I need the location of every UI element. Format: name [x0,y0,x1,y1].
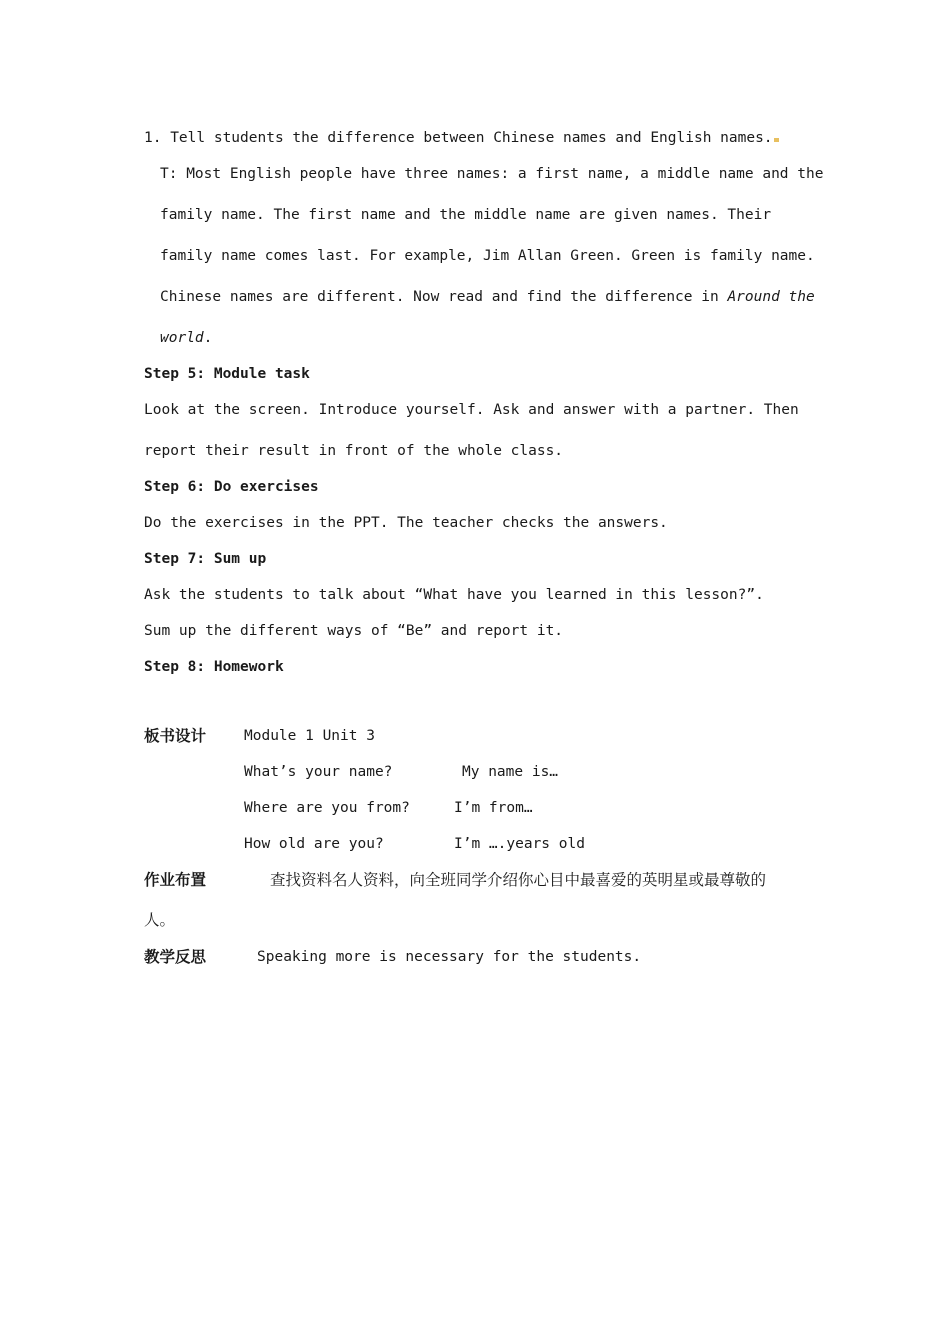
assignment-line1: 查找资料名人资料，向全班同学介绍你心目中最喜爱的英明星或最尊敬的 [270,871,767,889]
board-title-text: Module 1 Unit 3 [244,728,375,744]
board-row-2-answer: I’m from… [454,800,533,816]
board-label: 板书设计 [144,727,207,745]
item1-line5-end: . [203,330,213,346]
step6-line1: Do the exercises in the PPT. The teacher checks the answers. [144,515,668,531]
item1-line4-italic: Around the [727,289,815,305]
item1-heading [144,128,779,148]
item1-line5 [160,328,212,348]
item1-heading-text: 1. Tell students the difference between Chinese names and English names. [144,130,773,146]
step7-title: Step 7: Sum up [144,551,267,567]
board-row-2-question: Where are you from? [244,800,410,816]
item1-line4-text: Chinese names are different. Now read and find the difference in [160,289,728,305]
reflection-label: 教学反思 [144,948,207,966]
reflection-text: Speaking more is necessary for the students. [257,949,642,965]
item1-line4 [160,287,815,307]
edit-mark-icon [774,138,779,142]
board-row-1-answer: My name is… [462,764,559,780]
step7-line2: Sum up the different ways of “Be” and report it. [144,623,564,639]
item1-line2: family name. The first name and the middle name are given names. Their [160,207,772,223]
step7-line1: Ask the students to talk about “What have you learned in this lesson?”. [144,587,764,603]
assignment-line2: 人。 [144,911,176,929]
step8-title: Step 8: Homework [144,659,284,675]
item1-line1: T: Most English people have three names: a first name, a middle name and the [160,166,824,182]
item1-line5-italic: world [160,330,204,346]
board-row-1-question: What’s your name? [244,764,393,780]
board-row-3-question: How old are you? [244,836,384,852]
step5-line2: report their result in front of the whole class. [144,443,564,459]
board-title [244,726,375,746]
step5-line1: Look at the screen. Introduce yourself. Ask and answer with a partner. Then [144,402,799,418]
step5-title: Step 5: Module task [144,366,310,382]
assignment-label: 作业布置 [144,871,207,889]
board-row-3-answer: I’m ….years old [454,836,585,852]
step6-title: Step 6: Do exercises [144,479,319,495]
item1-line3: family name comes last. For example, Jim Allan Green. Green is family name. [160,248,815,264]
